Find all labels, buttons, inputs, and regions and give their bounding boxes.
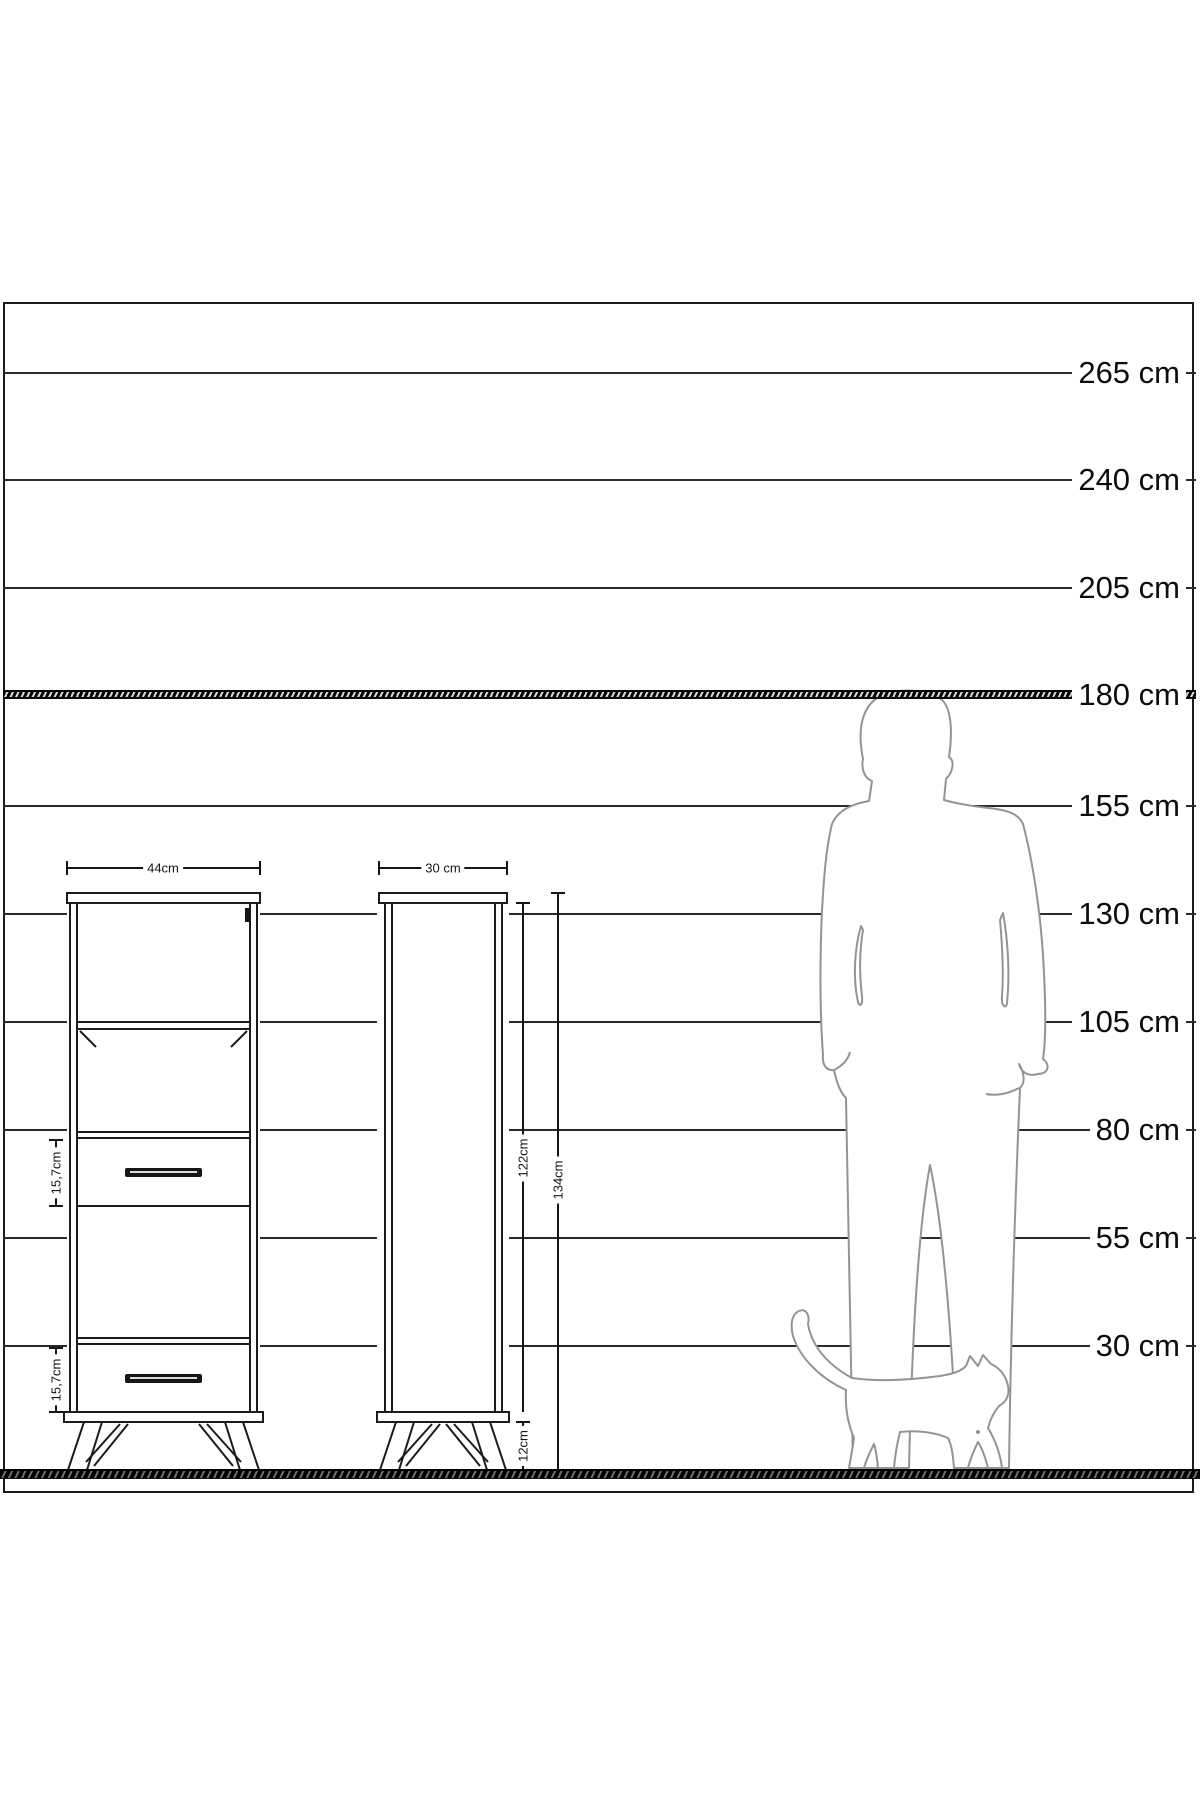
upper-drawer-height-dimension: 15,7cm (49, 1148, 64, 1199)
scale-label: 205 cm (1072, 569, 1186, 607)
door-hinge-mark (245, 908, 250, 922)
cabinet-front-view (64, 893, 263, 1470)
ground-line (0, 1469, 1200, 1479)
scale-label: 80 cm (1090, 1111, 1186, 1149)
total-height-dimension: 134cm (551, 1156, 566, 1203)
scale-label: 130 cm (1072, 895, 1186, 933)
scale-label: 55 cm (1090, 1219, 1186, 1257)
leg-height-dimension: 12cm (516, 1426, 531, 1466)
scale-label: 265 cm (1072, 354, 1186, 392)
scale-label: 180 cm (1072, 676, 1186, 714)
side-width-dimension: 30 cm (421, 861, 464, 876)
scale-label: 105 cm (1072, 1003, 1186, 1041)
lower-drawer-handle (125, 1374, 202, 1383)
lower-drawer-height-dimension: 15,7cm (49, 1355, 64, 1406)
man-silhouette (820, 691, 1047, 1468)
body-height-dimension: 122cm (516, 1134, 531, 1181)
cabinet-side-view (377, 893, 509, 1470)
upper-drawer-handle (125, 1168, 202, 1177)
front-view-legs (68, 1422, 259, 1470)
front-width-dimension: 44cm (143, 861, 183, 876)
scale-label: 155 cm (1072, 787, 1186, 825)
scale-label: 30 cm (1090, 1327, 1186, 1365)
side-view-legs (380, 1422, 506, 1470)
scale-label: 240 cm (1072, 461, 1186, 499)
scale-line-hatched (3, 690, 1196, 699)
